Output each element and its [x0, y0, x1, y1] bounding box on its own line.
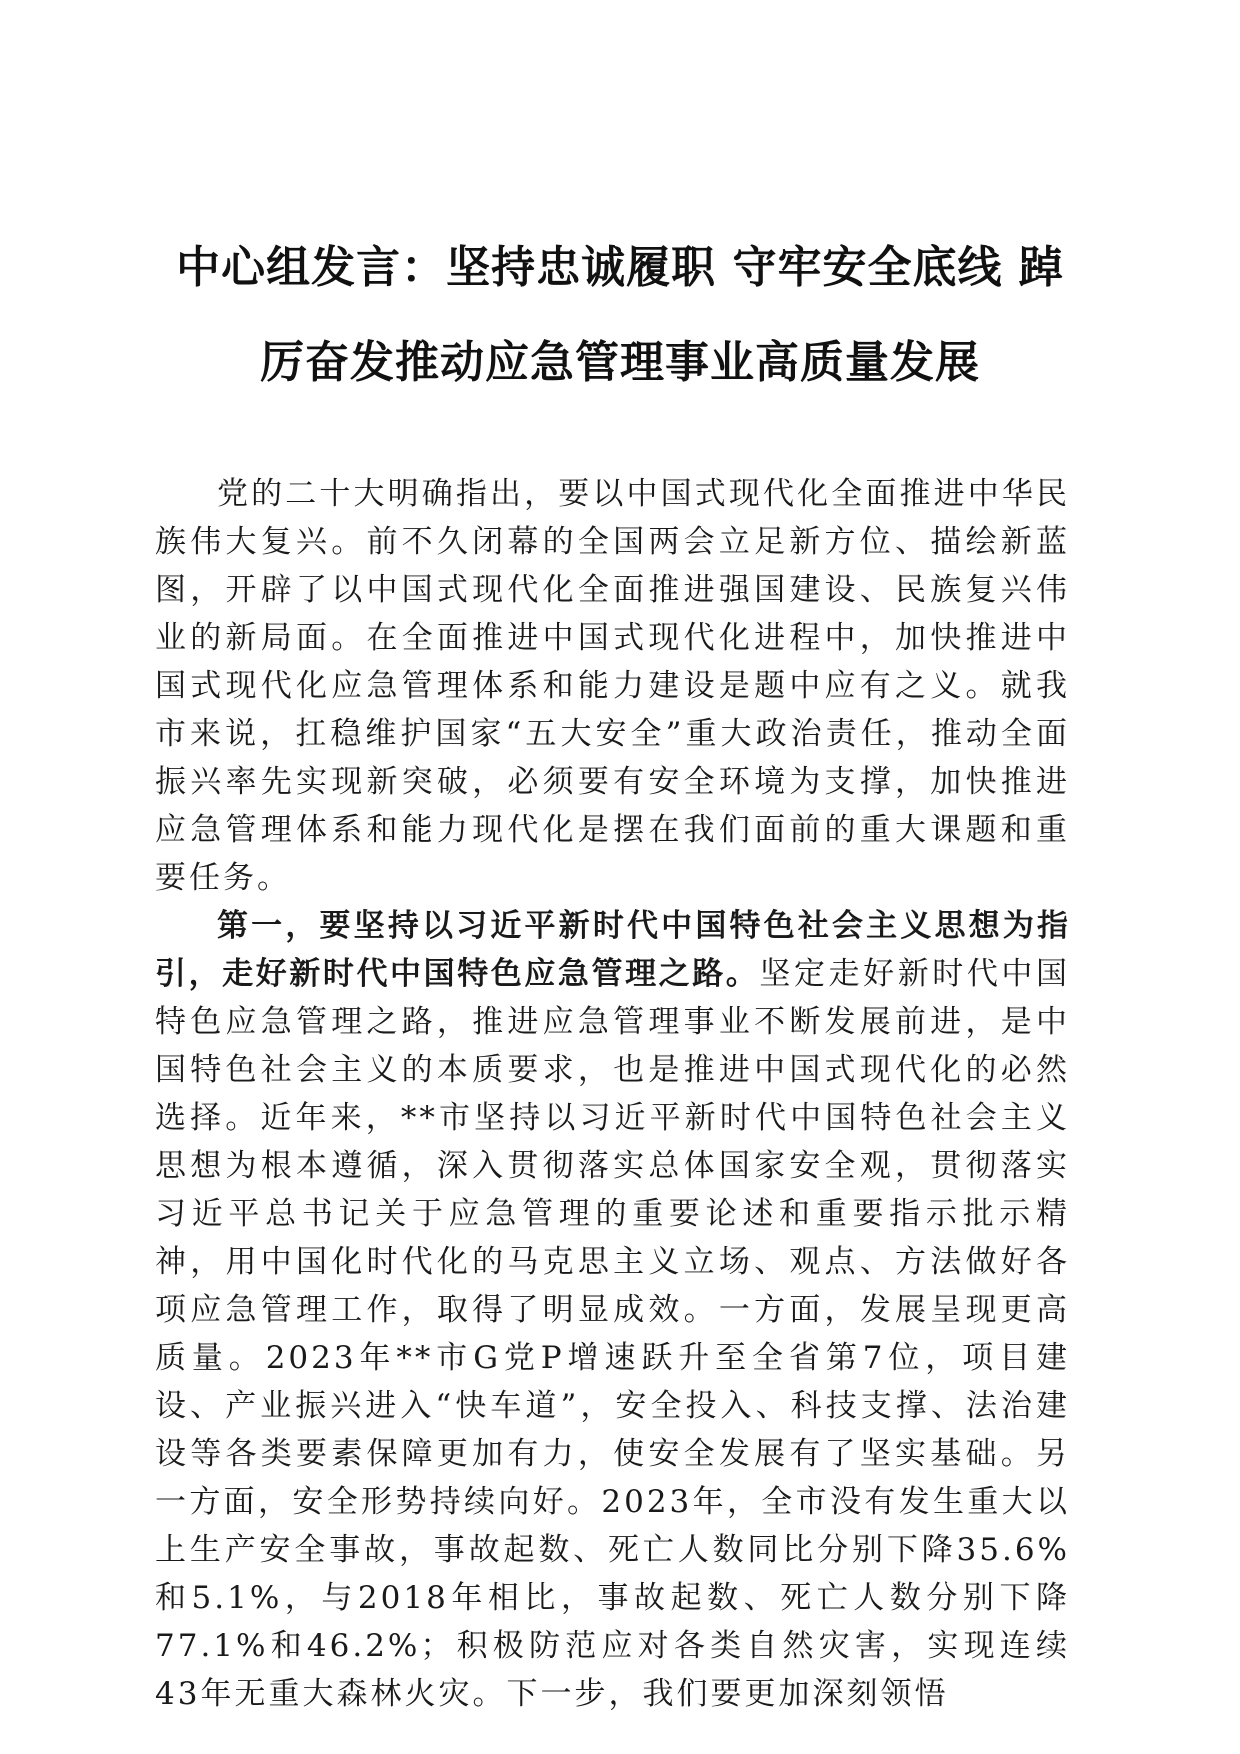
document-title — [150, 220, 1090, 410]
title-line-2: 厉奋发推动应急管理事业高质量发展 — [260, 337, 980, 388]
paragraph-first-point-body: 坚定走好新时代中国特色应急管理之路，推进应急管理事业不断发展前进，是中国特色社会主义的本质要求，也是推进中国式现代化的必然选择。近年来，**市坚持以习近平新时代中国特色社会主义思想为根本遵循，深入贯彻落实总体国家安全观，贯彻落实习近平总书记关于应急管理的重要论述和重要指示批示精神，用中国化时代化的马克思主义立场、观点、方法做好各项应急管理工作，取得了明显成效。一方面，发展呈现更高质量。2023年**市G党P增速跃升至全省第7位，项目建设、产业振兴进入“快车道”，安全投入、科技支撑、法治建设等各类要素保障更加有力，使安全发展有了坚实基础。另一方面，安全形势持续向好。2023年，全市没有发生重大以上生产安全事故，事故起数、死亡人数同比分别下降35.6%和5.1%，与2018年相比，事故起数、死亡人数分别下降77.1%和46.2%；积极防范应对各类自然灾害，实现连续43年无重大森林火灾。下一步，我们要更加深刻领悟 — [155, 956, 1071, 1712]
paragraph-lead-sentence: 第一，要坚持以习近平新时代中国特色社会主义思想为指引，走好新时代中国特色应急管理之路。 — [155, 908, 1070, 992]
title-line-1: 中心组发言：坚持忠诚履职 守牢安全底线 踔 — [176, 242, 1064, 293]
paragraph-first-point — [155, 902, 1070, 1718]
paragraph-intro: 党的二十大明确指出，要以中国式现代化全面推进中华民族伟大复兴。前不久闭幕的全国两会立足新方位、描绘新蓝图，开辟了以中国式现代化全面推进强国建设、民族复兴伟业的新局面。在全面推进中国式现代化进程中，加快推进中国式现代化应急管理体系和能力建设是题中应有之义。就我市来说，扛稳维护国家“五大安全”重大政治责任，推动全面振兴率先实现新突破，必须要有安全环境为支撑，加快推进应急管理体系和能力现代化是摆在我们面前的重大课题和重要任务。 — [155, 476, 1070, 896]
document-body — [155, 470, 1070, 1718]
